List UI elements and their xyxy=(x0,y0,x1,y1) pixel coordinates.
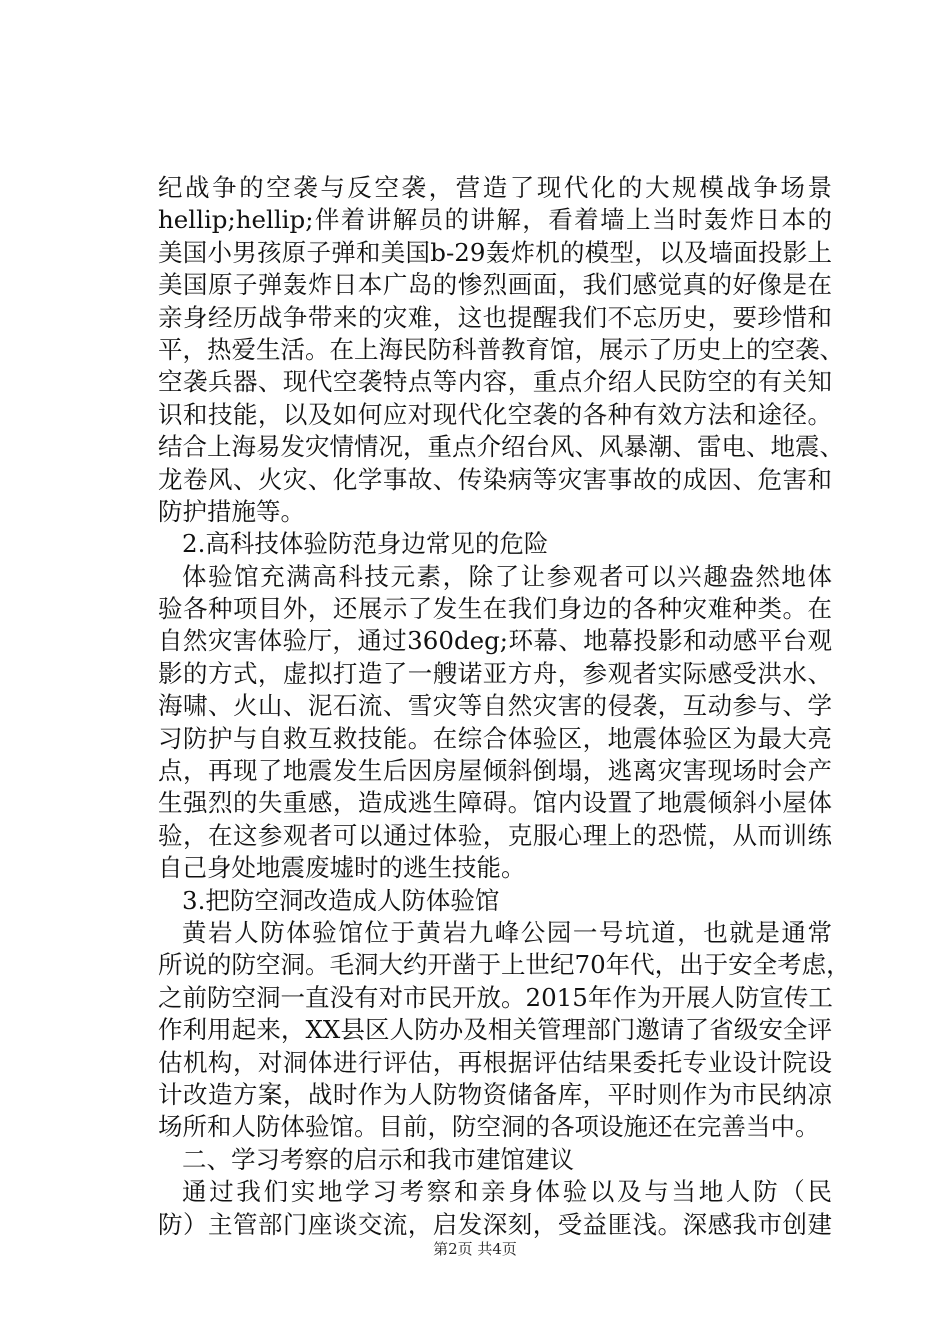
body-line: 生强烈的失重感，造成逃生障碍。馆内设置了地震倾斜小屋体 xyxy=(158,788,832,818)
body-line: 自然灾害体验厅，通过360deg;环幕、地幕投影和动感平台观 xyxy=(158,626,832,656)
body-line: 验各种项目外，还展示了发生在我们身边的各种灾难种类。在 xyxy=(158,594,832,624)
body-line: 美国小男孩原子弹和美国b-29轰炸机的模型，以及墙面投影上 xyxy=(158,237,832,267)
body-line: 通过我们实地学习考察和亲身体验以及与当地人防（民 xyxy=(182,1177,832,1207)
section-heading: 二、学习考察的启示和我市建馆建议 xyxy=(182,1144,574,1174)
body-line: 防护措施等。 xyxy=(158,496,305,526)
section-heading: 3.把防空洞改造成人防体验馆 xyxy=(182,885,500,915)
body-line: 识和技能，以及如何应对现代化空袭的各种有效方法和途径。 xyxy=(158,399,832,429)
body-line: 亲身经历战争带来的灾难，这也提醒我们不忘历史，要珍惜和 xyxy=(158,302,832,332)
page-number: 第2页 共4页 xyxy=(433,1240,517,1258)
body-line: 场所和人防体验馆。目前，防空洞的各项设施还在完善当中。 xyxy=(158,1112,820,1142)
body-line: 自己身处地震废墟时的逃生技能。 xyxy=(158,853,526,883)
body-line: 龙卷风、火灾、化学事故、传染病等灾害事故的成因、危害和 xyxy=(158,464,832,494)
body-line: 黄岩人防体验馆位于黄岩九峰公园一号坑道，也就是通常 xyxy=(182,917,832,947)
body-line: 习防护与自救互救技能。在综合体验区，地震体验区为最大亮 xyxy=(158,723,832,753)
body-line: 点，再现了地震发生后因房屋倾斜倒塌，逃离灾害现场时会产 xyxy=(158,756,832,786)
body-line: 结合上海易发灾情情况，重点介绍台风、风暴潮、雷电、地震、 xyxy=(158,432,844,462)
body-line: 估机构，对洞体进行评估，再根据评估结果委托专业设计院设 xyxy=(158,1047,832,1077)
body-line: 防）主管部门座谈交流，启发深刻，受益匪浅。深感我市创建 xyxy=(158,1209,832,1239)
document-body xyxy=(158,172,851,1241)
body-line: 计改造方案，战时作为人防物资储备库，平时则作为市民纳凉 xyxy=(158,1079,832,1109)
body-line: 体验馆充满高科技元素，除了让参观者可以兴趣盎然地体 xyxy=(182,561,832,591)
body-line: 纪战争的空袭与反空袭，营造了现代化的大规模战争场景 xyxy=(158,173,832,202)
body-line: 之前防空洞一直没有对市民开放。2015年作为开展人防宣传工 xyxy=(158,982,833,1012)
section-heading: 2.高科技体验防范身边常见的危险 xyxy=(182,529,549,559)
body-line: 海啸、火山、泥石流、雪灾等自然灾害的侵袭，互动参与、学 xyxy=(158,691,832,721)
body-line: 作利用起来，XX县区人防办及相关管理部门邀请了省级安全评 xyxy=(158,1015,832,1045)
body-line: 美国原子弹轰炸日本广岛的惨烈画面，我们感觉真的好像是在 xyxy=(158,270,832,300)
body-line: 所说的防空洞。毛洞大约开凿于上世纪70年代，出于安全考虑， xyxy=(158,950,851,980)
body-line: 平，热爱生活。在上海民防科普教育馆，展示了历史上的空袭、 xyxy=(158,334,844,364)
body-line: 空袭兵器、现代空袭特点等内容，重点介绍人民防空的有关知 xyxy=(158,367,832,397)
body-line: 验，在这参观者可以通过体验，克服心理上的恐慌，从而训练 xyxy=(158,820,832,850)
body-line: hellip;hellip;伴着讲解员的讲解，看着墙上当时轰炸日本的 xyxy=(158,205,832,235)
body-line: 影的方式，虚拟打造了一艘诺亚方舟，参观者实际感受洪水、 xyxy=(158,658,832,688)
